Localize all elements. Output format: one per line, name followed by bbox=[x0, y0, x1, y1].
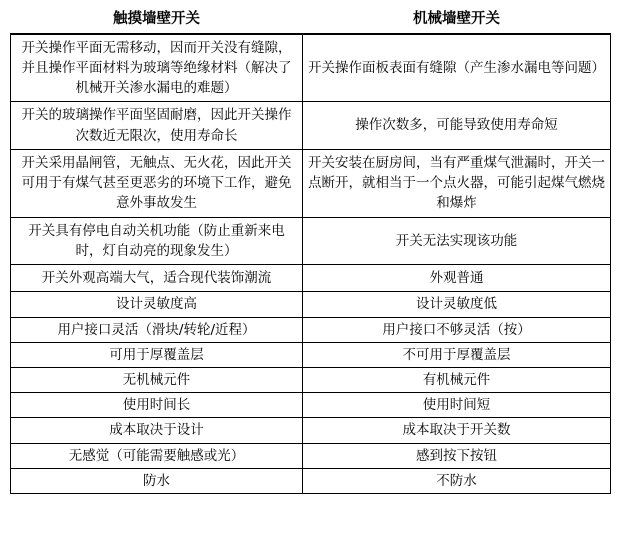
table-row bbox=[11, 102, 611, 150]
column-header-mechanical: 机械墙壁开关 bbox=[303, 8, 611, 34]
cell-mechanical: 开关无法实现该功能 bbox=[303, 217, 611, 265]
table-row bbox=[11, 443, 611, 468]
table-row bbox=[11, 317, 611, 342]
cell-mechanical: 开关操作面板表面有缝隙（产生渗水漏电等问题） bbox=[303, 34, 611, 102]
cell-mechanical: 外观普通 bbox=[303, 265, 611, 292]
table-row bbox=[11, 217, 611, 265]
cell-touch: 可用于厚覆盖层 bbox=[11, 342, 303, 367]
table-row bbox=[11, 468, 611, 493]
cell-touch: 使用时间长 bbox=[11, 393, 303, 418]
cell-touch: 防水 bbox=[11, 468, 303, 493]
table-body bbox=[11, 34, 611, 494]
cell-mechanical: 开关安装在厨房间，当有严重煤气泄漏时，开关一点断开，就相当于一个点火器，可能引起煤气燃烧和爆炸 bbox=[303, 149, 611, 217]
cell-touch: 无感觉（可能需要触感或光） bbox=[11, 443, 303, 468]
cell-mechanical: 不防水 bbox=[303, 468, 611, 493]
cell-touch: 开关外观高端大气，适合现代装饰潮流 bbox=[11, 265, 303, 292]
cell-mechanical: 感到按下按钮 bbox=[303, 443, 611, 468]
cell-touch: 开关采用晶闸管，无触点、无火花，因此开关可用于有煤气甚至更恶劣的环境下工作，避免意外事故发生 bbox=[11, 149, 303, 217]
cell-mechanical: 用户接口不够灵活（按） bbox=[303, 317, 611, 342]
cell-touch: 成本取决于设计 bbox=[11, 418, 303, 443]
cell-mechanical: 有机械元件 bbox=[303, 367, 611, 392]
table-row bbox=[11, 418, 611, 443]
cell-mechanical: 成本取决于开关数 bbox=[303, 418, 611, 443]
cell-touch: 用户接口灵活（滑块/转轮/近程） bbox=[11, 317, 303, 342]
cell-touch: 开关具有停电自动关机功能（防止重新来电时，灯自动亮的现象发生） bbox=[11, 217, 303, 265]
table-row bbox=[11, 149, 611, 217]
cell-mechanical: 操作次数多，可能导致使用寿命短 bbox=[303, 102, 611, 150]
cell-touch: 设计灵敏度高 bbox=[11, 292, 303, 317]
cell-mechanical: 设计灵敏度低 bbox=[303, 292, 611, 317]
cell-touch: 开关操作平面无需移动，因而开关没有缝隙，并且操作平面材料为玻璃等绝缘材料（解决了机械开关渗水漏电的难题） bbox=[11, 34, 303, 102]
table-row bbox=[11, 342, 611, 367]
cell-touch: 无机械元件 bbox=[11, 367, 303, 392]
table-row bbox=[11, 292, 611, 317]
cell-mechanical: 不可用于厚覆盖层 bbox=[303, 342, 611, 367]
table-header-row bbox=[11, 8, 611, 34]
table-header bbox=[11, 8, 611, 34]
table-row bbox=[11, 34, 611, 102]
table-row bbox=[11, 393, 611, 418]
table-row bbox=[11, 367, 611, 392]
cell-touch: 开关的玻璃操作平面坚固耐磨，因此开关操作次数近无限次，使用寿命长 bbox=[11, 102, 303, 150]
table-row bbox=[11, 265, 611, 292]
comparison-table bbox=[10, 8, 611, 494]
cell-mechanical: 使用时间短 bbox=[303, 393, 611, 418]
column-header-touch: 触摸墙壁开关 bbox=[11, 8, 303, 34]
